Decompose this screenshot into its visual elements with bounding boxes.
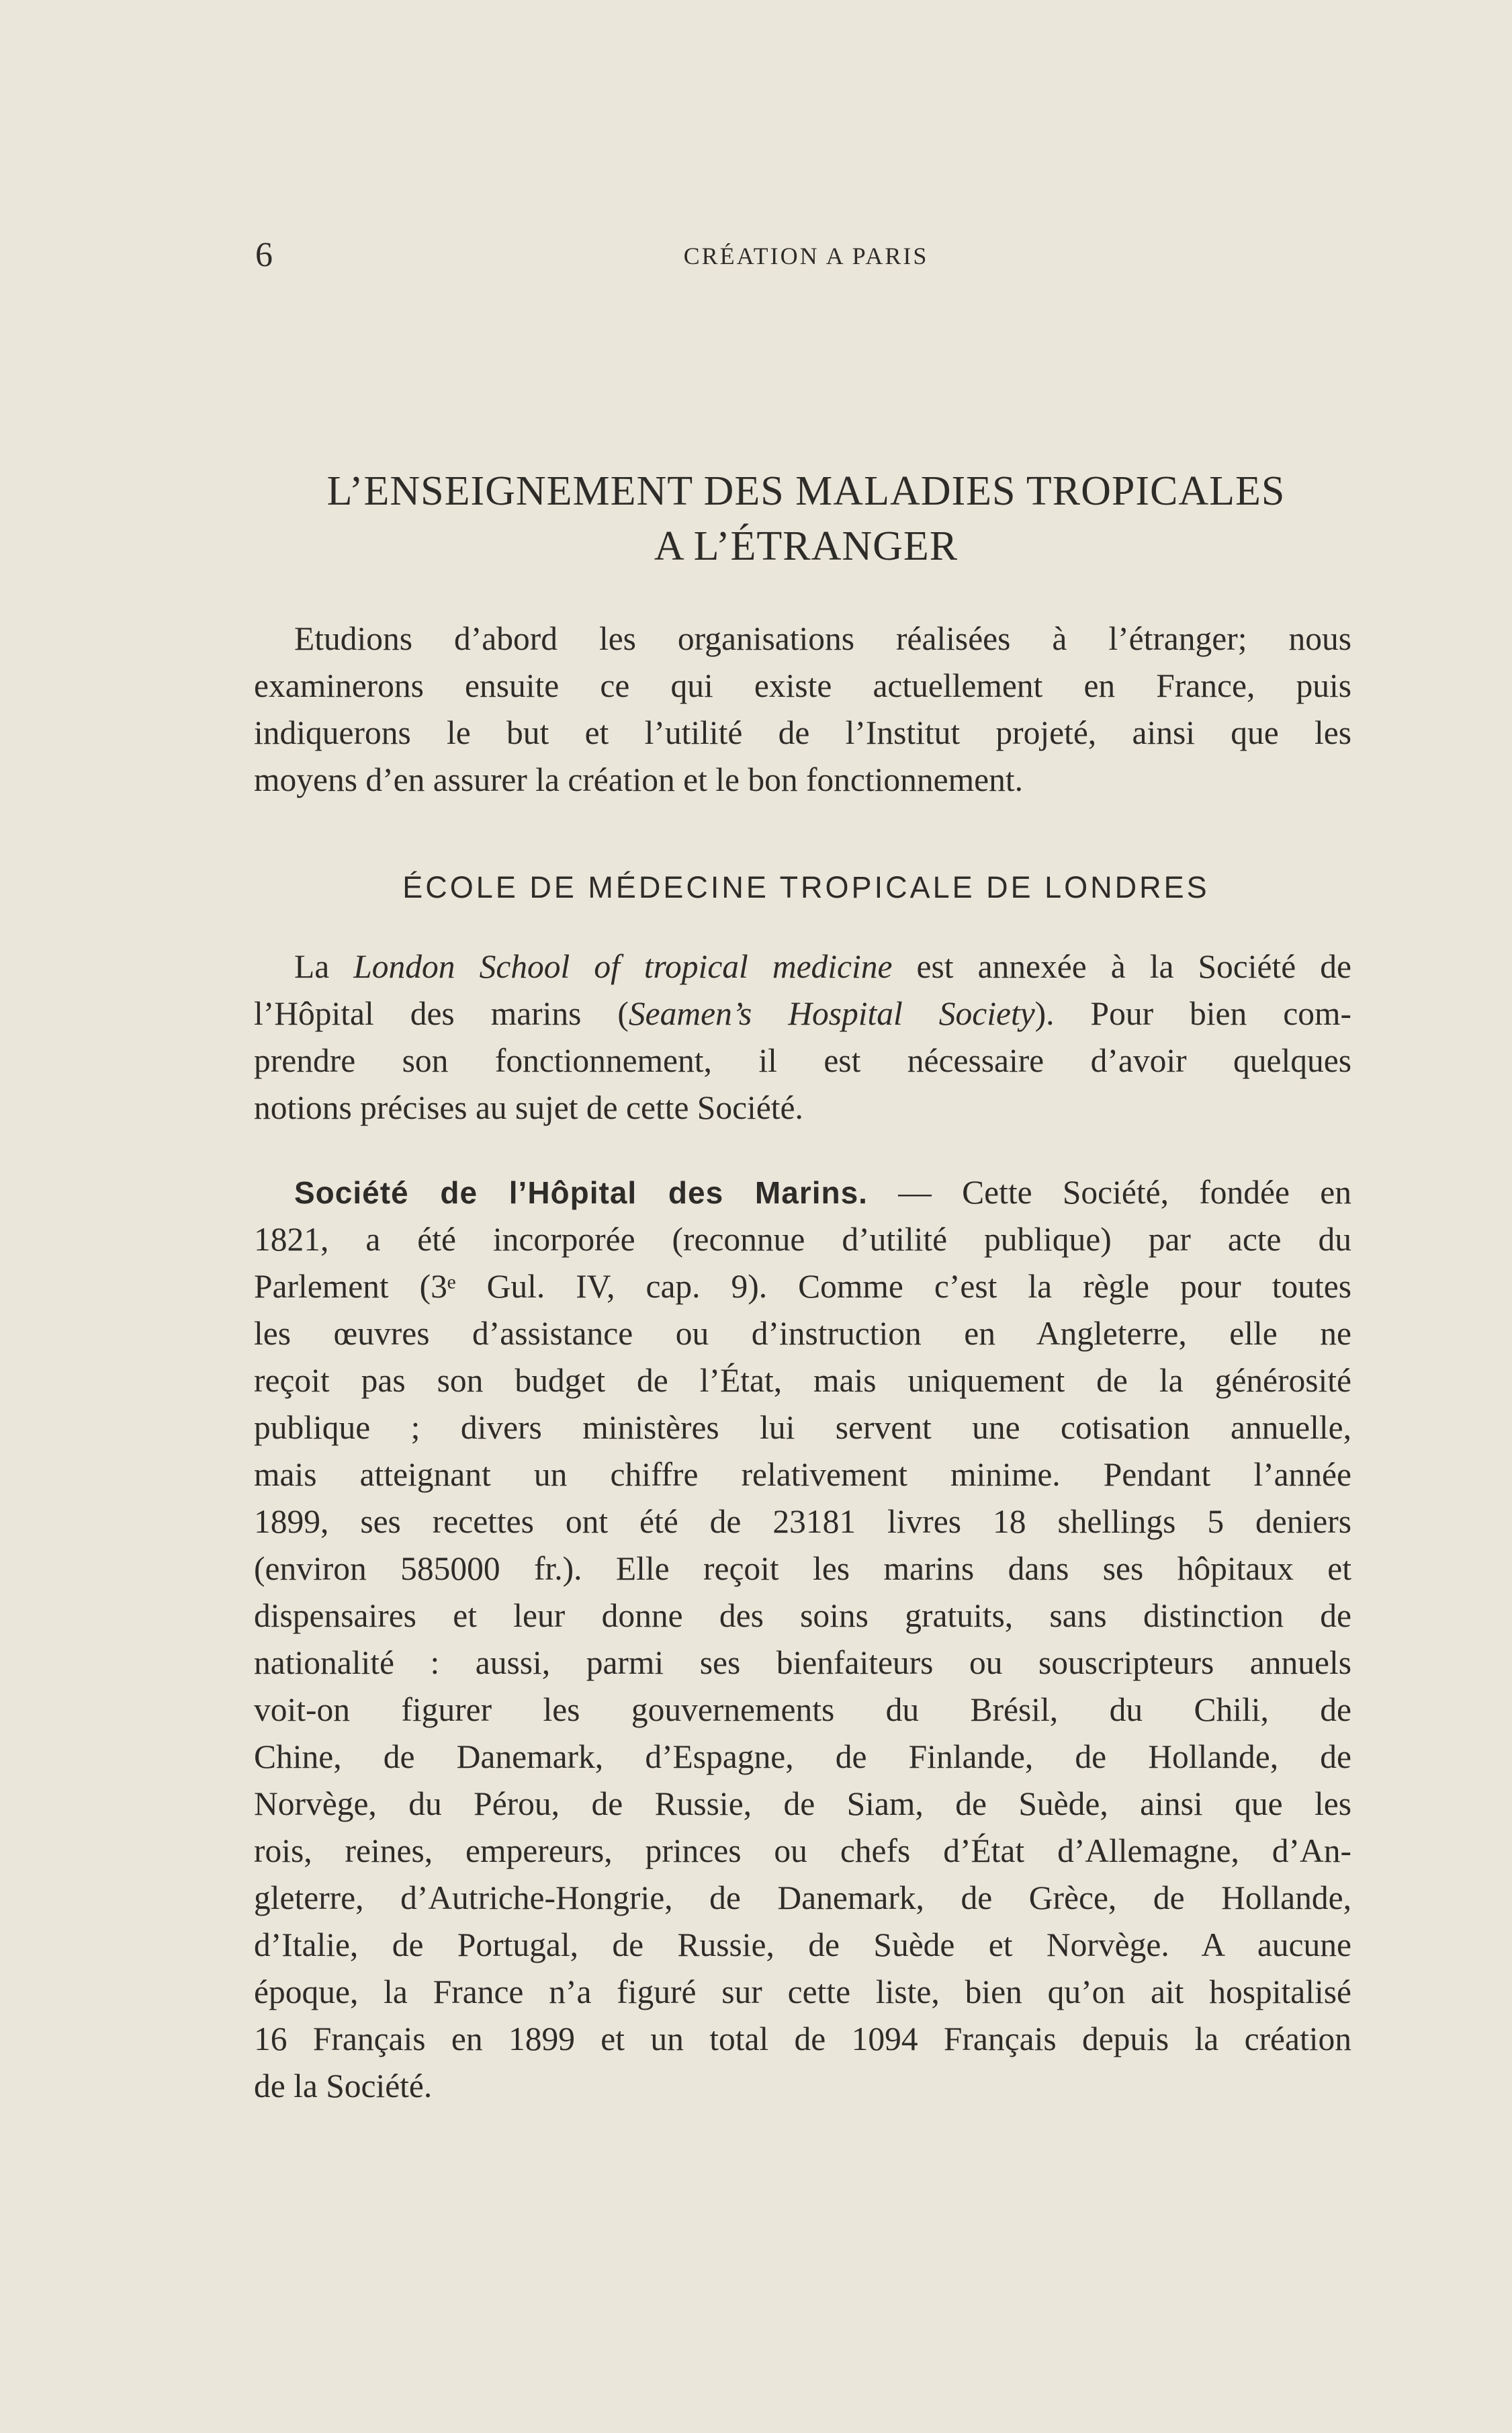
text-line: publique ; divers ministères lui servent une cotisation annuelle,	[254, 1409, 1351, 1446]
society-name-italic: Seamen’s Hospital Society	[628, 995, 1035, 1032]
text-line: examinerons ensuite ce qui existe actuellement en France, puis	[254, 667, 1351, 704]
text-run: — Cette Société, fondée en	[867, 1174, 1351, 1211]
text-line: Etudions d’abord les organisations réalisées à l’étranger; nous	[294, 620, 1351, 657]
running-header	[255, 235, 1357, 275]
text-line: 1899, ses recettes ont été de 23181 livres 18 shellings 5 deniers	[254, 1503, 1351, 1540]
chapter-title-line-2: A L’ÉTRANGER	[654, 523, 959, 569]
text-run: La	[294, 948, 354, 985]
text-run: l’Hôpital des marins (	[254, 995, 629, 1032]
society-paragraph	[254, 1169, 1351, 2110]
text-line: d’Italie, de Portugal, de Russie, de Suède et Norvège. A aucune	[254, 1926, 1351, 1963]
running-title: CRÉATION A PARIS	[683, 243, 929, 269]
text-line: notions précises au sujet de cette Société.	[254, 1089, 803, 1126]
text-line: prendre son fonctionnement, il est nécessaire d’avoir quelques	[254, 1042, 1351, 1079]
text-line: époque, la France n’a figuré sur cette liste, bien qu’on ait hospitalisé	[254, 1973, 1351, 2010]
intro-paragraph	[254, 615, 1351, 804]
text-line: reçoit pas son budget de l’État, mais uniquement de la générosité	[254, 1362, 1351, 1399]
text-line	[254, 943, 1351, 990]
text-run: est annexée à la Société de	[892, 948, 1351, 985]
paragraph-subheading: Société de l’Hôpital des Marins.	[294, 1175, 868, 1210]
text-line: de la Société.	[254, 2067, 433, 2104]
text-line	[254, 990, 1351, 1037]
text-line: 1821, a été incorporée (reconnue d’utilité publique) par acte du	[254, 1221, 1351, 1258]
text-line: indiquerons le but et l’utilité de l’Institut projeté, ainsi que les	[254, 714, 1351, 751]
text-line: nationalité : aussi, parmi ses bienfaiteurs ou souscripteurs annuels	[254, 1644, 1351, 1681]
text-line: rois, reines, empereurs, princes ou chefs d’État d’Allemagne, d’An-	[254, 1832, 1351, 1869]
text-line: les œuvres d’assistance ou d’instruction en Angleterre, elle ne	[254, 1315, 1351, 1352]
text-line	[254, 1169, 1351, 1216]
text-line: dispensaires et leur donne des soins gratuits, sans distinction de	[254, 1597, 1351, 1634]
text-line: Chine, de Danemark, d’Espagne, de Finlande, de Hollande, de	[254, 1738, 1351, 1775]
text-line: 16 Français en 1899 et un total de 1094 Français depuis la création	[254, 2020, 1351, 2057]
text-line: gleterre, d’Autriche-Hongrie, de Danemark, de Grèce, de Hollande,	[254, 1879, 1351, 1916]
text-line: (environ 585000 fr.). Elle reçoit les marins dans ses hôpitaux et	[254, 1550, 1351, 1587]
text-line: moyens d’en assurer la création et le bon fonctionnement.	[254, 761, 1023, 798]
london-school-paragraph	[254, 943, 1351, 1132]
school-name-italic: London School of tropical medicine	[353, 948, 893, 985]
text-line: voit-on figurer les gouvernements du Brésil, du Chili, de	[254, 1691, 1351, 1728]
text-line: Parlement (3ᵉ Gul. IV, cap. 9). Comme c’est la règle pour toutes	[254, 1268, 1351, 1305]
text-line: Norvège, du Pérou, de Russie, de Siam, de Suède, ainsi que les	[254, 1785, 1351, 1822]
chapter-title-line-1: L’ENSEIGNEMENT DES MALADIES TROPICALES	[326, 468, 1286, 514]
text-line: mais atteignant un chiffre relativement minime. Pendant l’année	[254, 1456, 1351, 1493]
section-heading: ÉCOLE DE MÉDECINE TROPICALE DE LONDRES	[402, 870, 1210, 904]
chapter-title	[255, 464, 1357, 574]
text-run: ). Pour bien com-	[1034, 995, 1351, 1032]
page-number: 6	[255, 236, 273, 274]
